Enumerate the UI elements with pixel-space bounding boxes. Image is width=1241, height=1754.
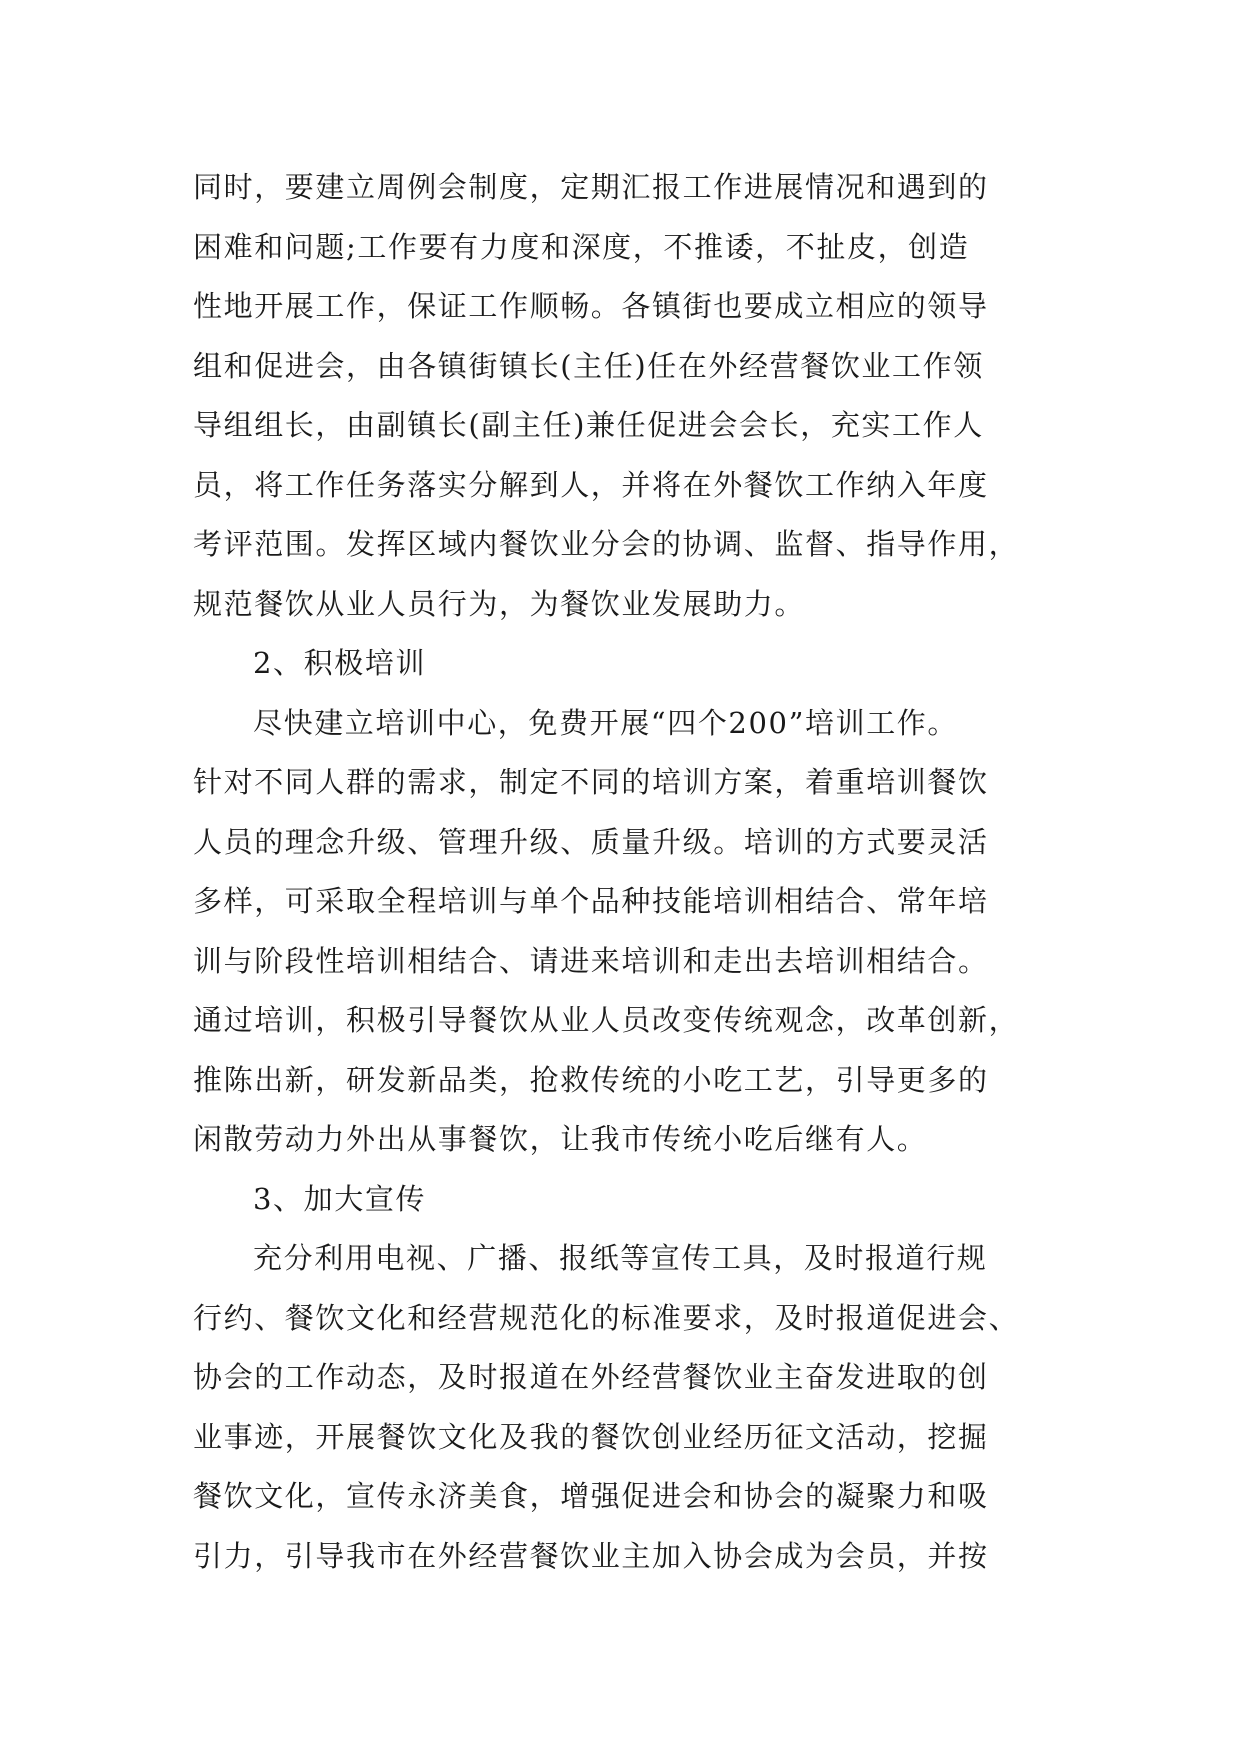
text-line: 餐饮文化，宣传永济美食，增强促进会和协会的凝聚力和吸: [193, 1479, 989, 1513]
section-heading: 2、积极培训: [253, 646, 427, 680]
text-line: 规范餐饮从业人员行为，为餐饮业发展助力。: [193, 586, 806, 621]
text-line: 训与阶段性培训相结合、请进来培训和走出去培训相结合。: [193, 943, 989, 978]
paragraph-first-line: 尽快建立培训中心，免费开展“四个200”培训工作。: [253, 705, 959, 740]
text-line: 业事迹，开展餐饮文化及我的餐饮创业经历征文活动，挖掘: [193, 1419, 989, 1454]
text-line: 考评范围。发挥区域内餐饮业分会的协调、监督、指导作用，: [193, 527, 1020, 561]
text-line: 引力，引导我市在外经营餐饮业主加入协会成为会员，并按: [193, 1538, 989, 1573]
text-line: 行约、餐饮文化和经营规范化的标准要求，及时报道促进会、: [193, 1300, 1020, 1335]
text-line: 性地开展工作，保证工作顺畅。各镇街也要成立相应的领导: [193, 289, 989, 323]
text-line: 通过培训，积极引导餐饮从业人员改变传统观念，改革创新，: [193, 1003, 1020, 1037]
section-heading: 3、加大宣传: [253, 1181, 427, 1216]
text-line: 人员的理念升级、管理升级、质量升级。培训的方式要灵活: [193, 824, 989, 859]
text-line: 推陈出新，研发新品类，抢救传统的小吃工艺，引导更多的: [193, 1062, 989, 1097]
text-line: 协会的工作动态，及时报道在外经营餐饮业主奋发进取的创: [193, 1360, 989, 1394]
document-body: [193, 158, 1073, 1586]
text-line: 组和促进会，由各镇街镇长(主任)任在外经营餐饮业工作领: [193, 348, 984, 383]
paragraph-first-line: 充分利用电视、广播、报纸等宣传工具，及时报道行规: [253, 1241, 988, 1275]
text-line: 针对不同人群的需求，制定不同的培训方案，着重培训餐饮: [193, 765, 989, 799]
text-line: 导组组长，由副镇长(副主任)兼任促进会会长，充实工作人: [193, 408, 984, 442]
text-line: 同时，要建立周例会制度，定期汇报工作进展情况和遇到的: [193, 170, 989, 204]
text-line: 闲散劳动力外出从事餐饮，让我市传统小吃后继有人。: [193, 1122, 928, 1156]
text-line: 员，将工作任务落实分解到人，并将在外餐饮工作纳入年度: [193, 467, 989, 502]
text-line: 多样，可采取全程培训与单个品种技能培训相结合、常年培: [193, 884, 989, 918]
text-line: 困难和问题;工作要有力度和深度，不推诿，不扯皮，创造: [193, 229, 970, 264]
